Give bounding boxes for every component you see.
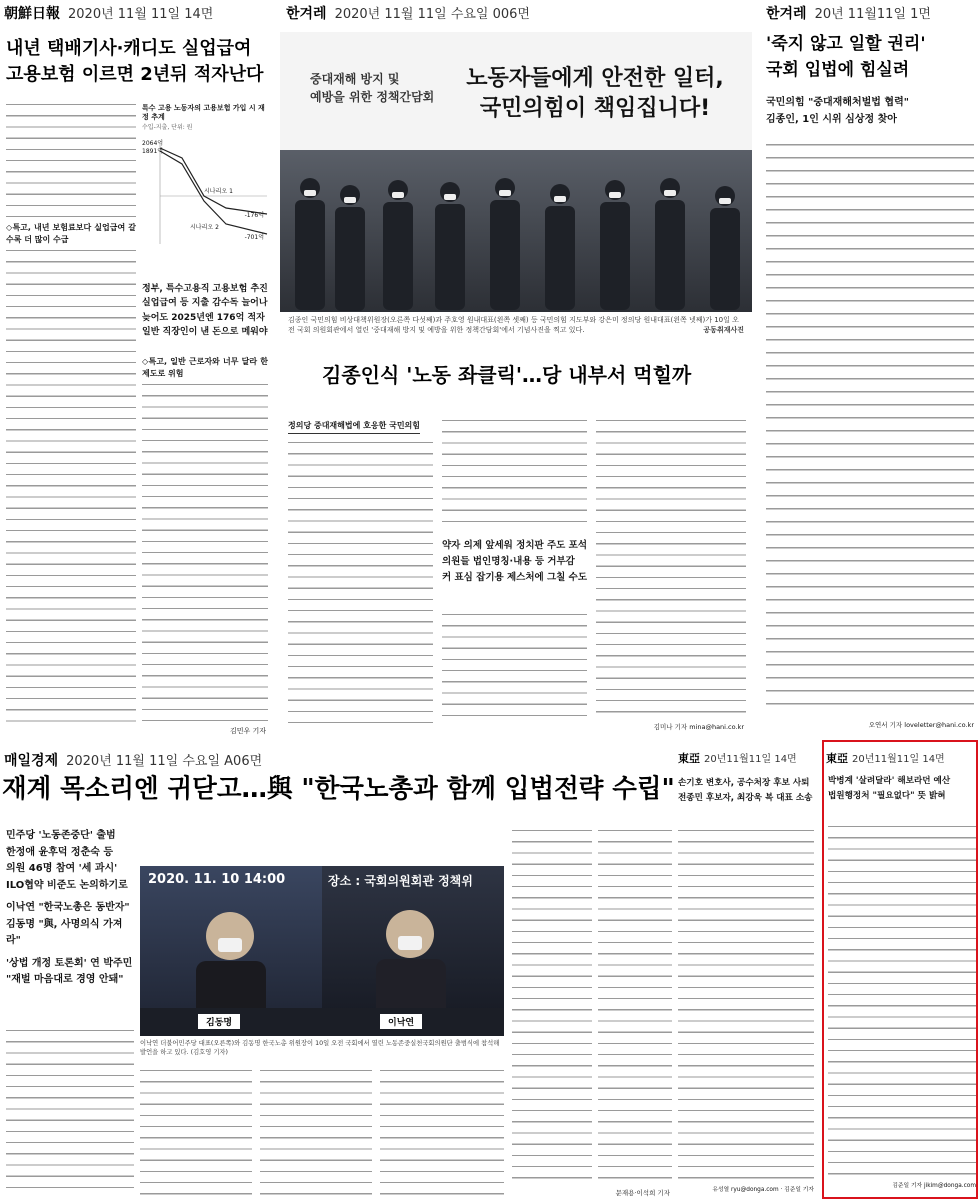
subhead: 국민의힘 "중대재해처벌법 협력" 김종인, 1인 시위 심상정 찾아 [766, 97, 909, 125]
article-body-e [512, 828, 592, 1188]
article-body-d [380, 1068, 504, 1198]
scenario1-line [160, 148, 267, 214]
masthead: 東亞 20년11월11일 14면 [678, 752, 797, 765]
article-body-c [260, 1068, 372, 1198]
clip-hankyoreh-6 [278, 0, 754, 740]
article-body-b [442, 418, 587, 528]
article-body-col2: ◇특고, 일반 근로자와 너무 달라 한 제도로 위험 [142, 356, 268, 734]
clip-maeil [0, 748, 676, 1201]
masthead: 한겨레 2020년 11월 11일 수요일 006면 [286, 6, 530, 22]
headline: 김종인식 '노동 좌클릭'…당 내부서 먹힐까 [322, 363, 692, 387]
clip-hankyoreh-1 [760, 0, 980, 740]
speaker-silhouettes [140, 866, 504, 1036]
headline: 내년 택배기사·캐디도 실업급여 고용보험 이르면 2년뒤 적자난다 [6, 38, 264, 86]
headline: 재계 목소리엔 귀닫고…與 "한국노총과 함께 입법전략 수립" [2, 774, 675, 804]
headline: 손기호 변호사, 공수처장 후보 사퇴 전종민 후보자, 최강욱 복 대표 소송 [678, 778, 813, 804]
byline: 김민우 기자 [229, 727, 266, 735]
article-body-a [6, 1028, 134, 1198]
masthead: 매일경제 2020년 11월 11일 수요일 A06면 [4, 753, 263, 769]
clip-donga-2 [822, 740, 978, 1199]
headline: '죽지 않고 일할 권리' 국회 입법에 힘실려 [766, 34, 926, 80]
masthead: 朝鮮日報 2020년 11월 11일 14면 [4, 6, 214, 22]
article-body-a [288, 440, 433, 725]
article-body-f [598, 828, 672, 1188]
article-body-d [596, 418, 746, 713]
photo-caption: 이낙연 더불어민주당 대표(오른쪽)와 김동명 한국노총 위원장이 10일 오전 국회에서 열린 노동존중실천국회의원단 출범식에 참석해 발언을 하고 있다. (김호영 기자) [140, 1040, 500, 1056]
article-body-b [140, 1068, 252, 1198]
article-body-col1: ◇특고, 내년 보험료보다 실업급여 갈수록 더 많이 수급 [6, 102, 136, 732]
headline: 박병계 '살려달라' 해보라던 예산 법원행정처 "필요없다" 뜻 밝혀 [828, 776, 951, 802]
people-silhouettes [280, 150, 752, 312]
article-body [766, 142, 974, 716]
byline: 오연서 기자 loveletter@hani.co.kr [868, 721, 974, 729]
article-body [828, 824, 976, 1176]
event-photo: 2020. 11. 10 14:00 장소 : 국회의원회관 정책위 김동명 이낙연 [140, 866, 504, 1036]
byline: 문재용·이석희 기자 [615, 1189, 670, 1197]
clip-chosun [0, 0, 272, 740]
byline: 김준일 기자 jikim@donga.com [892, 1183, 976, 1189]
article-body [678, 828, 814, 1180]
byline: 김미나 기자 mina@hani.co.kr [653, 723, 744, 731]
side-subhead: 정부, 특수고용직 고용보험 추진 실업급여 등 지출 감수독 늘어나 늦어도 2025년엔 176억 적자 일반 직장인이 낸 돈으로 메워야 [142, 284, 268, 338]
photo-caption: 김종인 국민의힘 비상대책위원장(오른쪽 다섯째)과 주호영 원내대표(왼쪽 셋째) 등 국민의힘 지도부와 강은미 정의당 원내대표(왼쪽 넷째)가 10일 오전 국회 의원회관에서 열린 '중대재해 방지 및 예방을 위한 정책간담회'에서 기념사진을 찍고 있다. 공동취재사진 [288, 316, 744, 334]
subhead: 약자 의제 앞세워 정치판 주도 포석 의원들 법인명칭·내용 등 거부감 커 표심 잡기용 제스처에 그칠 수도 [442, 540, 588, 584]
event-photo: 중대재해 방지 및 예방을 위한 정책간담회 노동자들에게 안전한 일터, 국민의힘이 책임집니다! [280, 32, 752, 312]
article-body-c [442, 612, 587, 724]
fiscal-chart: 특수 고용 노동자의 고용보험 가입 시 재정 추계 수입-지출, 단위: 원 2064억 1891억 시나리오 1 시나리오 2 -176억 -701억 [142, 104, 270, 274]
clip-donga-1 [676, 748, 816, 1201]
masthead: 東亞 20년11월11일 14면 [826, 752, 945, 765]
masthead: 한겨레 20년 11월11일 1면 [766, 6, 931, 22]
byline: 유성열 ryu@donga.com · 김준일 기자 [712, 1187, 814, 1193]
side-subheads: 민주당 '노동존중단' 출범 한정애 윤후덕 정춘숙 등 의원 46명 참여 '세 과시' ILO협약 비준도 논의하기로 이낙연 "한국노총은 동반자" 김동명 "與, 사명의식 가져라" '상법 개정 토론회' 연 박주민 "재벌 마음대로 경영 안돼" [6, 830, 133, 985]
section-tag: 정의당 중대재해법에 호응한 국민의힘 [288, 420, 420, 434]
